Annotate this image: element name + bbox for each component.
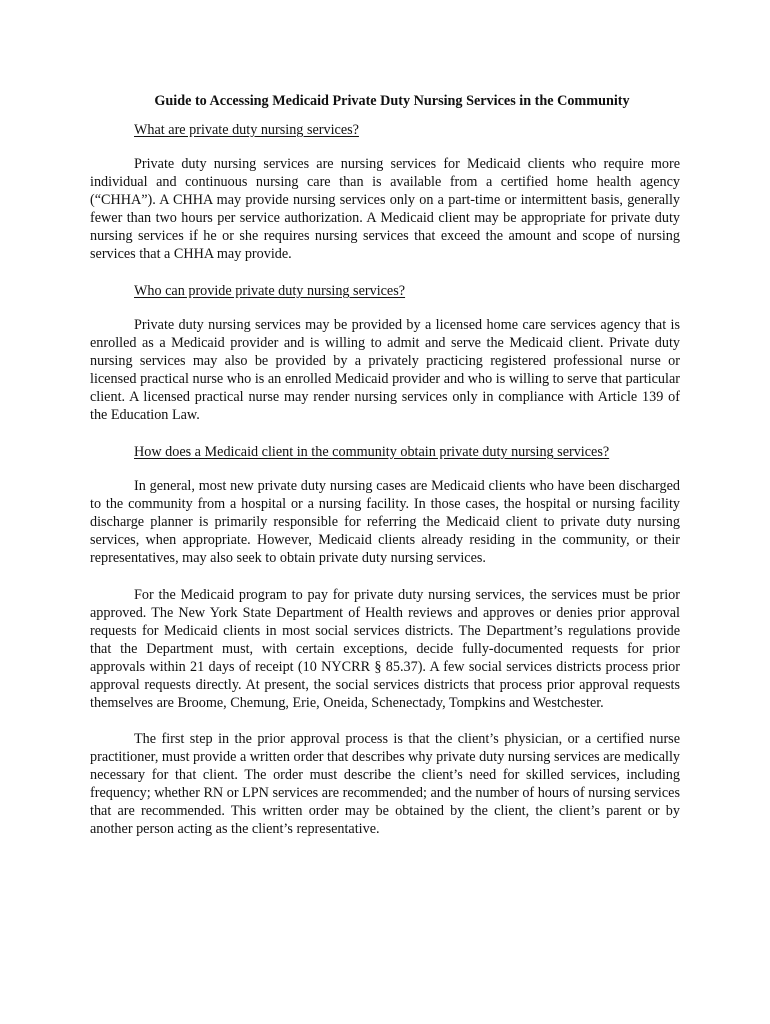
paragraph: Private duty nursing services are nursing services for Medicaid clients who require more individual and continuous nursing care than is available from a certified home health agency (“CHHA”). A CHHA may provide nursing services only on a part-time or intermittent basis, generally fewer than two hours per service authorization. A Medicaid client may be appropriate for private duty nursing services if he or she requires nursing services that exceed the amount and scope of nursing services that a CHHA may provide. xyxy=(90,156,680,262)
section-how-does xyxy=(90,443,680,838)
paragraph: Private duty nursing services may be provided by a licensed home care services agency that is enrolled as a Medicaid provider and is willing to admit and serve the Medicaid client. Private duty nursing services may also be provided by a privately practicing registered professional nurse or licensed practical nurse who is an enrolled Medicaid provider and who is willing to serve that particular client. A licensed practical nurse may render nursing services only in compliance with Article 139 of the Education Law. xyxy=(90,317,680,423)
section-what-are xyxy=(90,121,680,263)
section-heading: Who can provide private duty nursing services? xyxy=(134,283,406,299)
paragraph: For the Medicaid program to pay for private duty nursing services, the services must be prior approved. The New York State Department of Health reviews and approves or denies prior approval requests for Medicaid clients in most social services districts. The Department’s regulations provide that the Department must, with certain exceptions, decide fully-documented requests for prior approvals within 21 days of receipt (10 NYCRR § 85.37). A few social services districts process prior approval requests directly. At present, the social services districts that process prior approval requests themselves are Broome, Chemung, Erie, Oneida, Schenectady, Tompkins and Westchester. xyxy=(90,587,680,711)
section-who-can xyxy=(90,282,680,424)
document-page xyxy=(90,92,680,856)
section-heading: What are private duty nursing services? xyxy=(134,122,359,138)
document-title: Guide to Accessing Medicaid Private Duty Nursing Services in the Community xyxy=(154,93,630,109)
paragraph: The first step in the prior approval process is that the client’s physician, or a certified nurse practitioner, must provide a written order that describes why private duty nursing services are medically necessary for that client. The order must describe the client’s need for skilled services, including frequency; whether RN or LPN services are recommended; and the number of hours of nursing services that are recommended. This written order may be obtained by the client, the client’s parent or by another person acting as the client’s representative. xyxy=(90,731,680,837)
section-heading: How does a Medicaid client in the community obtain private duty nursing services? xyxy=(134,444,610,460)
paragraph: In general, most new private duty nursing cases are Medicaid clients who have been discharged to the community from a hospital or a nursing facility. In those cases, the hospital or nursing facility discharge planner is primarily responsible for referring the Medicaid client to private duty nursing services, when appropriate. However, Medicaid clients already residing in the community, or their representatives, may also seek to obtain private duty nursing services. xyxy=(90,478,680,566)
